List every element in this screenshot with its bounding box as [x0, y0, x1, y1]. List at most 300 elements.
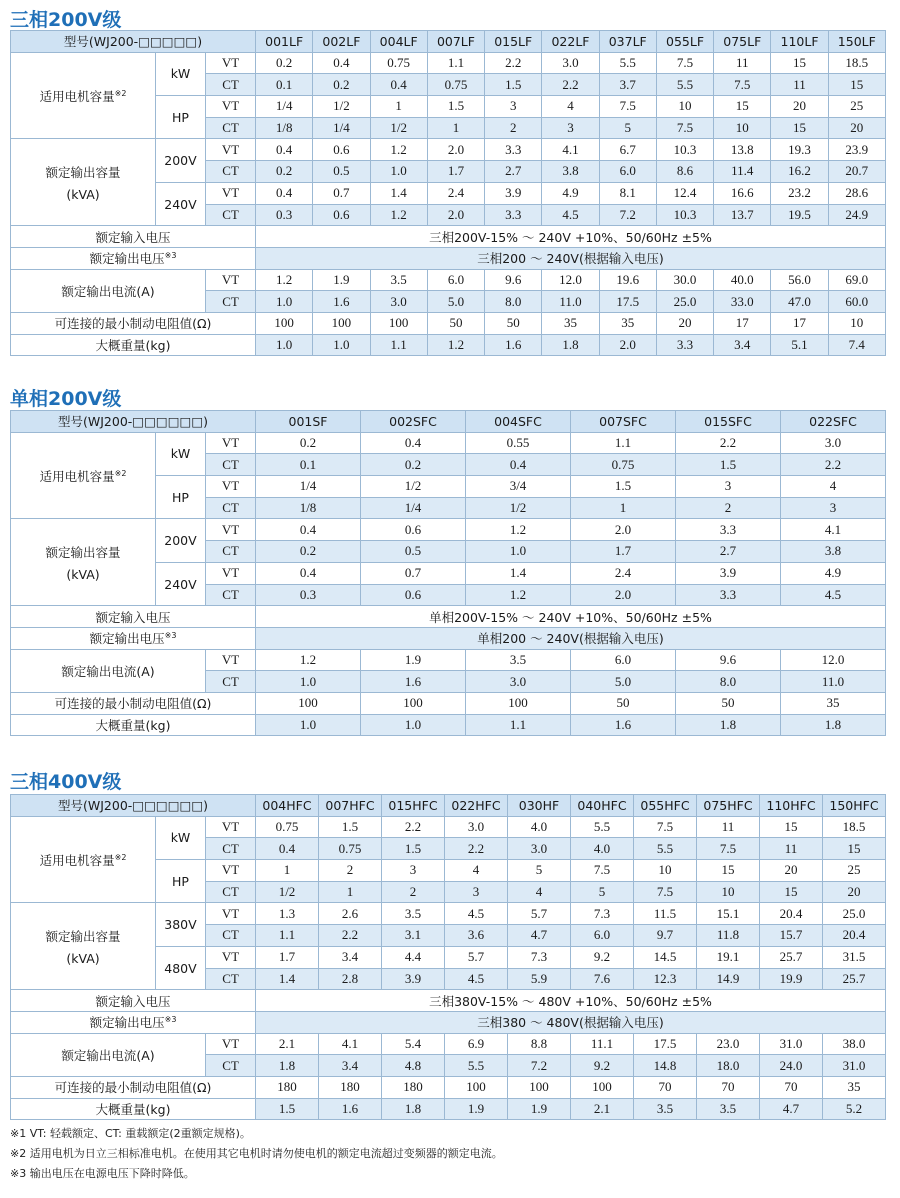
capacity-value: 24.9 — [828, 204, 885, 226]
current-value: 5.0 — [571, 671, 676, 693]
current-value: 69.0 — [828, 269, 885, 291]
weight-value: 1.5 — [256, 1098, 319, 1120]
kw-ct-value: 4.0 — [571, 838, 634, 860]
kw-vt-value: 1.1 — [571, 432, 676, 454]
output-current-label: 额定输出电流(A) — [11, 649, 206, 692]
spec-table — [10, 30, 886, 356]
table-row — [11, 1098, 886, 1120]
hp-ct-value: 1/2 — [256, 881, 319, 903]
footnote-mark: ※2 — [114, 88, 127, 98]
table-row — [11, 334, 886, 356]
kw-vt-value: 1.1 — [427, 52, 484, 74]
footnote: ※1 VT: 轻载额定、CT: 重载额定(2重额定规格)。 — [10, 1127, 251, 1140]
capacity-value: 5.9 — [508, 968, 571, 990]
weight-value: 2.0 — [599, 334, 656, 356]
capacity-value: 1.2 — [370, 204, 427, 226]
weight-value: 1.6 — [571, 714, 676, 736]
ct-label: CT — [206, 925, 256, 947]
kw-ct-value: 0.4 — [370, 74, 427, 96]
vt-label: VT — [206, 269, 256, 291]
capacity-value: 16.6 — [714, 182, 771, 204]
model-header: 007HFC — [319, 795, 382, 817]
resistor-value: 70 — [634, 1076, 697, 1098]
footnote-mark: ※3 — [164, 251, 177, 261]
resistor-value: 100 — [256, 692, 361, 714]
hp-vt-value: 7.5 — [599, 96, 656, 118]
capacity-value: 0.7 — [313, 182, 370, 204]
ct-label: CT — [206, 1055, 256, 1077]
table-row — [11, 226, 886, 248]
current-value: 4.1 — [319, 1033, 382, 1055]
capacity-value: 11.4 — [714, 161, 771, 183]
kw-vt-value: 18.5 — [828, 52, 885, 74]
table-row — [11, 1011, 886, 1033]
capacity-value: 2.4 — [427, 182, 484, 204]
capacity-value: 14.9 — [697, 968, 760, 990]
model-header: 001LF — [256, 31, 313, 53]
output-capacity-unit: (kVA) — [66, 566, 100, 582]
kw-ct-value: 0.1 — [256, 74, 313, 96]
output-current-label: 额定输出电流(A) — [11, 269, 206, 312]
ct-label: CT — [206, 838, 256, 860]
capacity-value: 3.1 — [382, 925, 445, 947]
capacity-value: 1.7 — [427, 161, 484, 183]
kw-ct-value: 0.1 — [256, 454, 361, 476]
hp-label: HP — [156, 476, 206, 519]
capacity-value: 3.9 — [485, 182, 542, 204]
kw-label: kW — [156, 816, 206, 859]
current-value: 1.0 — [256, 291, 313, 313]
resistor-value: 17 — [771, 312, 828, 334]
resistor-value: 100 — [571, 1076, 634, 1098]
capacity-value: 2.8 — [319, 968, 382, 990]
current-value: 4.8 — [382, 1055, 445, 1077]
current-value: 9.6 — [676, 649, 781, 671]
kw-vt-value: 5.5 — [599, 52, 656, 74]
resistor-value: 50 — [676, 692, 781, 714]
output-voltage-label — [11, 247, 256, 269]
current-value: 1.8 — [256, 1055, 319, 1077]
current-value: 2.1 — [256, 1033, 319, 1055]
current-value: 12.0 — [542, 269, 599, 291]
hp-ct-value: 20 — [828, 117, 885, 139]
hp-vt-value: 25 — [828, 96, 885, 118]
resistor-value: 35 — [599, 312, 656, 334]
capacity-value: 3.3 — [676, 584, 781, 606]
kw-vt-value: 2.2 — [382, 816, 445, 838]
ct-label: CT — [206, 671, 256, 693]
capacity-value: 7.6 — [571, 968, 634, 990]
capacity-value: 8.6 — [656, 161, 713, 183]
input-voltage-label: 额定输入电压 — [11, 990, 256, 1012]
capacity-value: 3.8 — [781, 541, 886, 563]
capacity-value: 0.6 — [313, 139, 370, 161]
hp-ct-value: 5 — [599, 117, 656, 139]
output-capacity-unit: (kVA) — [66, 186, 100, 202]
capacity-value: 13.7 — [714, 204, 771, 226]
output-voltage-value: 单相200 ～ 240V(根据输入电压) — [256, 627, 886, 649]
table-row — [11, 649, 886, 671]
motor-capacity-text: 适用电机容量 — [39, 468, 115, 484]
kw-ct-value: 2.2 — [542, 74, 599, 96]
braking-resistor-label: 可连接的最小制动电阻值(Ω) — [11, 312, 256, 334]
weight-value: 1.0 — [313, 334, 370, 356]
output-voltage-text: 额定输出电压 — [89, 1015, 165, 1031]
kw-vt-value: 2.2 — [485, 52, 542, 74]
vt-label: VT — [206, 52, 256, 74]
capacity-value: 1.0 — [370, 161, 427, 183]
weight-value: 1.1 — [370, 334, 427, 356]
kw-ct-value: 15 — [823, 838, 886, 860]
input-voltage-label: 额定输入电压 — [11, 226, 256, 248]
capacity-value: 19.9 — [760, 968, 823, 990]
weight-value: 1.9 — [508, 1098, 571, 1120]
footnotes — [10, 1124, 503, 1184]
capacity-value: 6.0 — [571, 925, 634, 947]
kw-vt-value: 0.2 — [256, 52, 313, 74]
hp-ct-value: 10 — [697, 881, 760, 903]
weight-value: 1.6 — [319, 1098, 382, 1120]
ct-label: CT — [206, 117, 256, 139]
footnote: ※2 适用电机为日立三相标准电机。在使用其它电机时请勿使电机的额定电流超过变频器的额定电流。 — [10, 1147, 503, 1160]
model-header: 015LF — [485, 31, 542, 53]
section-title: 单相200V级 — [10, 388, 122, 410]
output-capacity-label — [11, 139, 156, 226]
capacity-value: 25.7 — [823, 968, 886, 990]
hp-ct-value: 1/2 — [370, 117, 427, 139]
capacity-value: 0.4 — [256, 139, 313, 161]
current-value: 17.5 — [599, 291, 656, 313]
braking-resistor-label: 可连接的最小制动电阻值(Ω) — [11, 1076, 256, 1098]
motor-capacity-label — [11, 52, 156, 139]
hp-vt-value: 1/2 — [313, 96, 370, 118]
output-voltage-value: 三相380 ～ 480V(根据输入电压) — [256, 1011, 886, 1033]
current-value: 1.0 — [256, 671, 361, 693]
current-value: 23.0 — [697, 1033, 760, 1055]
weight-value: 3.5 — [697, 1098, 760, 1120]
kw-vt-value: 0.55 — [466, 432, 571, 454]
spec-table — [10, 794, 886, 1120]
input-voltage-value: 单相200V-15% ～ 240V +10%、50/60Hz ±5% — [256, 606, 886, 628]
vt-label: VT — [206, 860, 256, 882]
kw-ct-value: 0.2 — [361, 454, 466, 476]
hp-vt-value: 4 — [781, 476, 886, 498]
current-value: 5.4 — [382, 1033, 445, 1055]
weight-label: 大概重量(kg) — [11, 1098, 256, 1120]
motor-capacity-text: 适用电机容量 — [39, 88, 115, 104]
hp-vt-value: 3 — [382, 860, 445, 882]
kw-vt-value: 0.75 — [256, 816, 319, 838]
kw-vt-value: 3.0 — [445, 816, 508, 838]
kw-ct-value: 11 — [771, 74, 828, 96]
hp-vt-value: 20 — [760, 860, 823, 882]
hp-ct-value: 7.5 — [634, 881, 697, 903]
hp-ct-value: 1 — [571, 497, 676, 519]
model-header: 150LF — [828, 31, 885, 53]
capacity-value: 31.5 — [823, 946, 886, 968]
capacity-value: 0.4 — [256, 182, 313, 204]
kw-ct-value: 0.4 — [256, 838, 319, 860]
resistor-value: 17 — [714, 312, 771, 334]
resistor-value: 50 — [571, 692, 676, 714]
kw-ct-value: 5.5 — [656, 74, 713, 96]
capacity-value: 2.0 — [571, 519, 676, 541]
current-value: 1.9 — [361, 649, 466, 671]
current-value: 17.5 — [634, 1033, 697, 1055]
resistor-value: 100 — [256, 312, 313, 334]
capacity-value: 4.5 — [445, 903, 508, 925]
current-value: 3.4 — [319, 1055, 382, 1077]
capacity-value: 6.0 — [599, 161, 656, 183]
hp-vt-value: 1 — [370, 96, 427, 118]
hp-vt-value: 1 — [256, 860, 319, 882]
footnote: ※3 输出电压在电源电压下降时降低。 — [10, 1167, 195, 1180]
hp-ct-value: 2 — [676, 497, 781, 519]
hp-vt-value: 10 — [656, 96, 713, 118]
output-voltage-value: 三相200 ～ 240V(根据输入电压) — [256, 247, 886, 269]
capacity-value: 13.8 — [714, 139, 771, 161]
output-capacity-unit: (kVA) — [66, 950, 100, 966]
current-value: 8.0 — [676, 671, 781, 693]
kw-vt-value: 0.4 — [313, 52, 370, 74]
current-value: 5.0 — [427, 291, 484, 313]
vt-label: VT — [206, 816, 256, 838]
hp-ct-value: 3 — [445, 881, 508, 903]
current-value: 47.0 — [771, 291, 828, 313]
current-value: 7.2 — [508, 1055, 571, 1077]
capacity-value: 5.7 — [508, 903, 571, 925]
output-capacity-label — [11, 519, 156, 606]
voltage-2-label: 480V — [156, 946, 206, 989]
current-value: 1.6 — [313, 291, 370, 313]
hp-ct-value: 1/8 — [256, 117, 313, 139]
table-row — [11, 1033, 886, 1055]
resistor-value: 100 — [370, 312, 427, 334]
capacity-value: 0.6 — [361, 519, 466, 541]
model-header: 007SFC — [571, 411, 676, 433]
hp-ct-value: 3 — [781, 497, 886, 519]
ct-label: CT — [206, 541, 256, 563]
capacity-value: 10.3 — [656, 139, 713, 161]
capacity-value: 0.7 — [361, 562, 466, 584]
current-value: 30.0 — [656, 269, 713, 291]
current-value: 1.2 — [256, 649, 361, 671]
capacity-value: 4.5 — [781, 584, 886, 606]
capacity-value: 11.8 — [697, 925, 760, 947]
input-voltage-value: 三相380V-15% ～ 480V +10%、50/60Hz ±5% — [256, 990, 886, 1012]
weight-value: 1.9 — [445, 1098, 508, 1120]
resistor-value: 35 — [542, 312, 599, 334]
capacity-value: 1.4 — [370, 182, 427, 204]
hp-label: HP — [156, 860, 206, 903]
capacity-value: 15.1 — [697, 903, 760, 925]
input-voltage-label: 额定输入电压 — [11, 606, 256, 628]
motor-capacity-text: 适用电机容量 — [39, 852, 115, 868]
capacity-value: 4.9 — [542, 182, 599, 204]
capacity-value: 1.0 — [466, 541, 571, 563]
model-label: 型号(WJ200-□□□□□□) — [11, 795, 256, 817]
capacity-value: 3.9 — [676, 562, 781, 584]
weight-value: 1.0 — [256, 334, 313, 356]
current-value: 31.0 — [823, 1055, 886, 1077]
weight-value: 1.8 — [542, 334, 599, 356]
braking-resistor-label: 可连接的最小制动电阻值(Ω) — [11, 692, 256, 714]
capacity-value: 1.2 — [466, 584, 571, 606]
kw-ct-value: 0.4 — [466, 454, 571, 476]
kw-vt-value: 18.5 — [823, 816, 886, 838]
current-value: 3.0 — [370, 291, 427, 313]
capacity-value: 0.2 — [256, 541, 361, 563]
capacity-value: 4.5 — [445, 968, 508, 990]
current-value: 3.5 — [370, 269, 427, 291]
current-value: 3.5 — [466, 649, 571, 671]
motor-capacity-label — [11, 816, 156, 903]
capacity-value: 1.1 — [256, 925, 319, 947]
output-capacity-text: 额定输出容量 — [45, 544, 121, 560]
ct-label: CT — [206, 968, 256, 990]
model-header: 004SFC — [466, 411, 571, 433]
kw-vt-value: 0.4 — [361, 432, 466, 454]
current-value: 19.6 — [599, 269, 656, 291]
footnote-mark: ※2 — [114, 468, 127, 478]
weight-label: 大概重量(kg) — [11, 714, 256, 736]
capacity-value: 19.1 — [697, 946, 760, 968]
kw-vt-value: 3.0 — [542, 52, 599, 74]
vt-label: VT — [206, 476, 256, 498]
kw-ct-value: 7.5 — [697, 838, 760, 860]
vt-label: VT — [206, 1033, 256, 1055]
capacity-value: 3.5 — [382, 903, 445, 925]
capacity-value: 10.3 — [656, 204, 713, 226]
output-voltage-text: 额定输出电压 — [89, 631, 165, 647]
current-value: 11.0 — [542, 291, 599, 313]
vt-label: VT — [206, 903, 256, 925]
hp-vt-value: 1.5 — [427, 96, 484, 118]
hp-ct-value: 7.5 — [656, 117, 713, 139]
capacity-value: 12.4 — [656, 182, 713, 204]
hp-vt-value: 10 — [634, 860, 697, 882]
capacity-value: 20.4 — [760, 903, 823, 925]
capacity-value: 19.3 — [771, 139, 828, 161]
capacity-value: 0.6 — [361, 584, 466, 606]
footnote-mark: ※2 — [114, 852, 127, 862]
hp-vt-value: 15 — [714, 96, 771, 118]
current-value: 1.6 — [361, 671, 466, 693]
resistor-value: 180 — [319, 1076, 382, 1098]
table-row — [11, 816, 886, 838]
hp-ct-value: 1/4 — [313, 117, 370, 139]
table-row — [11, 990, 886, 1012]
kw-ct-value: 3.0 — [508, 838, 571, 860]
capacity-value: 2.0 — [427, 139, 484, 161]
kw-ct-value: 0.75 — [319, 838, 382, 860]
capacity-value: 1.2 — [466, 519, 571, 541]
resistor-value: 100 — [466, 692, 571, 714]
voltage-2-label: 240V — [156, 562, 206, 605]
current-value: 24.0 — [760, 1055, 823, 1077]
kw-vt-value: 7.5 — [656, 52, 713, 74]
hp-vt-value: 1/4 — [256, 96, 313, 118]
kw-label: kW — [156, 432, 206, 475]
weight-label: 大概重量(kg) — [11, 334, 256, 356]
capacity-value: 4.1 — [542, 139, 599, 161]
current-value: 33.0 — [714, 291, 771, 313]
hp-ct-value: 1 — [427, 117, 484, 139]
capacity-value: 7.3 — [508, 946, 571, 968]
vt-label: VT — [206, 182, 256, 204]
output-current-label: 额定输出电流(A) — [11, 1033, 206, 1076]
kw-vt-value: 1.5 — [319, 816, 382, 838]
current-value: 1.9 — [313, 269, 370, 291]
capacity-value: 1.7 — [571, 541, 676, 563]
resistor-value: 20 — [656, 312, 713, 334]
kw-ct-value: 15 — [828, 74, 885, 96]
capacity-value: 0.6 — [313, 204, 370, 226]
current-value: 6.0 — [427, 269, 484, 291]
weight-value: 1.8 — [382, 1098, 445, 1120]
model-header: 150HFC — [823, 795, 886, 817]
ct-label: CT — [206, 291, 256, 313]
table-row — [11, 432, 886, 454]
vt-label: VT — [206, 946, 256, 968]
capacity-value: 16.2 — [771, 161, 828, 183]
table-row — [11, 903, 886, 925]
input-voltage-value: 三相200V-15% ～ 240V +10%、50/60Hz ±5% — [256, 226, 886, 248]
weight-value: 1.2 — [427, 334, 484, 356]
hp-vt-value: 20 — [771, 96, 828, 118]
capacity-value: 14.5 — [634, 946, 697, 968]
model-header: 037LF — [599, 31, 656, 53]
capacity-value: 4.9 — [781, 562, 886, 584]
hp-ct-value: 1/2 — [466, 497, 571, 519]
model-header: 015HFC — [382, 795, 445, 817]
current-value: 11.1 — [571, 1033, 634, 1055]
current-value: 14.8 — [634, 1055, 697, 1077]
current-value: 60.0 — [828, 291, 885, 313]
weight-value: 3.5 — [634, 1098, 697, 1120]
weight-value: 1.6 — [485, 334, 542, 356]
hp-label: HP — [156, 96, 206, 139]
kw-vt-value: 3.0 — [781, 432, 886, 454]
capacity-value: 7.2 — [599, 204, 656, 226]
vt-label: VT — [206, 649, 256, 671]
hp-vt-value: 7.5 — [571, 860, 634, 882]
current-value: 8.8 — [508, 1033, 571, 1055]
resistor-value: 100 — [361, 692, 466, 714]
current-value: 1.2 — [256, 269, 313, 291]
vt-label: VT — [206, 432, 256, 454]
vt-label: VT — [206, 139, 256, 161]
weight-value: 1.8 — [676, 714, 781, 736]
current-value: 31.0 — [760, 1033, 823, 1055]
footnote-mark: ※3 — [164, 631, 177, 641]
hp-ct-value: 4 — [508, 881, 571, 903]
model-label: 型号(WJ200-□□□□□□) — [11, 411, 256, 433]
weight-value: 1.0 — [361, 714, 466, 736]
kw-ct-value: 2.2 — [781, 454, 886, 476]
weight-value: 5.2 — [823, 1098, 886, 1120]
weight-value: 7.4 — [828, 334, 885, 356]
model-header: 001SF — [256, 411, 361, 433]
kw-ct-value: 7.5 — [714, 74, 771, 96]
footnote-mark: ※3 — [164, 1015, 177, 1025]
model-header: 022HFC — [445, 795, 508, 817]
capacity-value: 2.0 — [571, 584, 676, 606]
capacity-value: 1.2 — [370, 139, 427, 161]
weight-value: 1.1 — [466, 714, 571, 736]
hp-ct-value: 1/8 — [256, 497, 361, 519]
vt-label: VT — [206, 519, 256, 541]
